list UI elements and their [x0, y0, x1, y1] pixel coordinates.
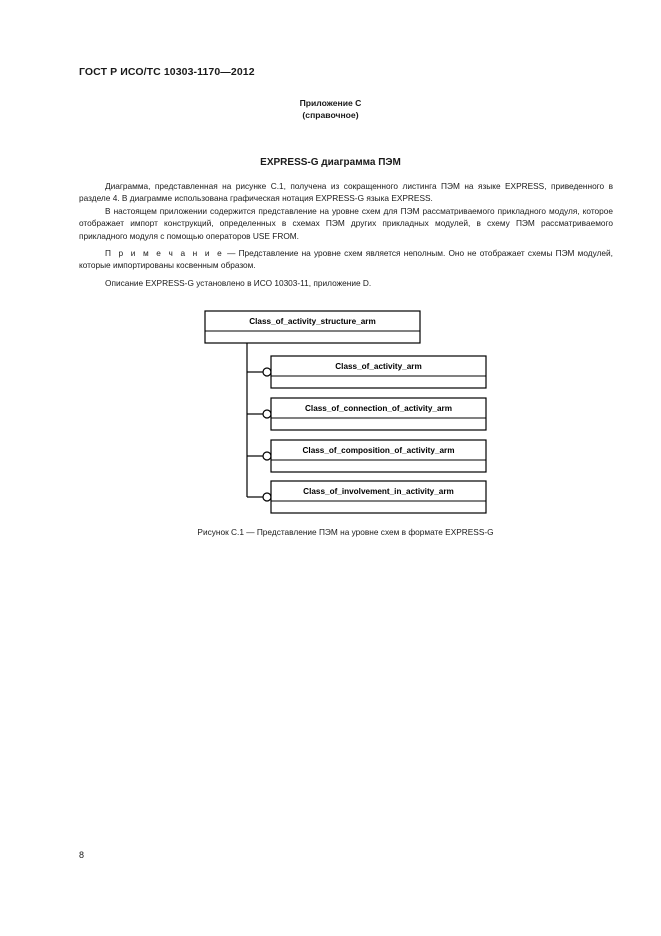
- paragraph-express-g-reference: Описание EXPRESS-G установлено в ИСО 10303-11, приложение D.: [105, 278, 372, 288]
- annex-label: Приложение С: [299, 98, 362, 108]
- figure-caption: Рисунок С.1 — Представление ПЭМ на уровне схем в формате EXPRESS-G: [197, 527, 494, 537]
- imported-schema-box: [247, 440, 486, 472]
- page-number: 8: [79, 850, 85, 860]
- use-from-circle-icon: [263, 493, 271, 501]
- paragraph-schema-representation: В настоящем приложении содержится представление на уровне схем для ПЭМ рассматриваемого прикладного модуля, которое отображает импорт конструкций, определенных в схемах ПЭМ других прикладных модулей, в схему ПЭМ рассматриваемого прикладного модуля с помощью операторов USE FROM.: [79, 206, 613, 241]
- annex-status: (справочное): [302, 110, 359, 120]
- note-text: — Представление на уровне схем является неполным. Оно не отображает схемы ПЭМ модулей, которые импортированы косвенным образом.: [79, 248, 613, 271]
- use-from-circle-icon: [263, 368, 271, 376]
- root-schema-box: [205, 311, 420, 343]
- imported-schema-label: Class_of_connection_of_activity_arm: [305, 404, 452, 413]
- use-from-circle-icon: [263, 452, 271, 460]
- imported-schema-label: Class_of_activity_arm: [335, 362, 422, 371]
- imported-schema-box: [247, 356, 486, 388]
- root-schema-label: Class_of_activity_structure_arm: [249, 317, 376, 326]
- paragraph-diagram-origin: Диаграмма, представленная на рисунке С.1, получена из сокращенного листинга ПЭМ на языке EXPRESS, приведенного в разделе 4. В диаграмме использована графическая нотация EXPRESS-G языка EXPRESS.: [79, 181, 613, 204]
- imported-schema-box: [247, 481, 486, 513]
- section-title: EXPRESS-G диаграмма ПЭМ: [260, 157, 401, 168]
- imported-schema-box: [247, 398, 486, 430]
- standard-header: ГОСТ Р ИСО/ТС 10303-1170—2012: [79, 66, 255, 78]
- use-from-circle-icon: [263, 410, 271, 418]
- imported-schema-label: Class_of_involvement_in_activity_arm: [303, 487, 454, 496]
- note-label: П р и м е ч а н и е: [105, 248, 224, 258]
- imported-schema-label: Class_of_composition_of_activity_arm: [302, 446, 455, 455]
